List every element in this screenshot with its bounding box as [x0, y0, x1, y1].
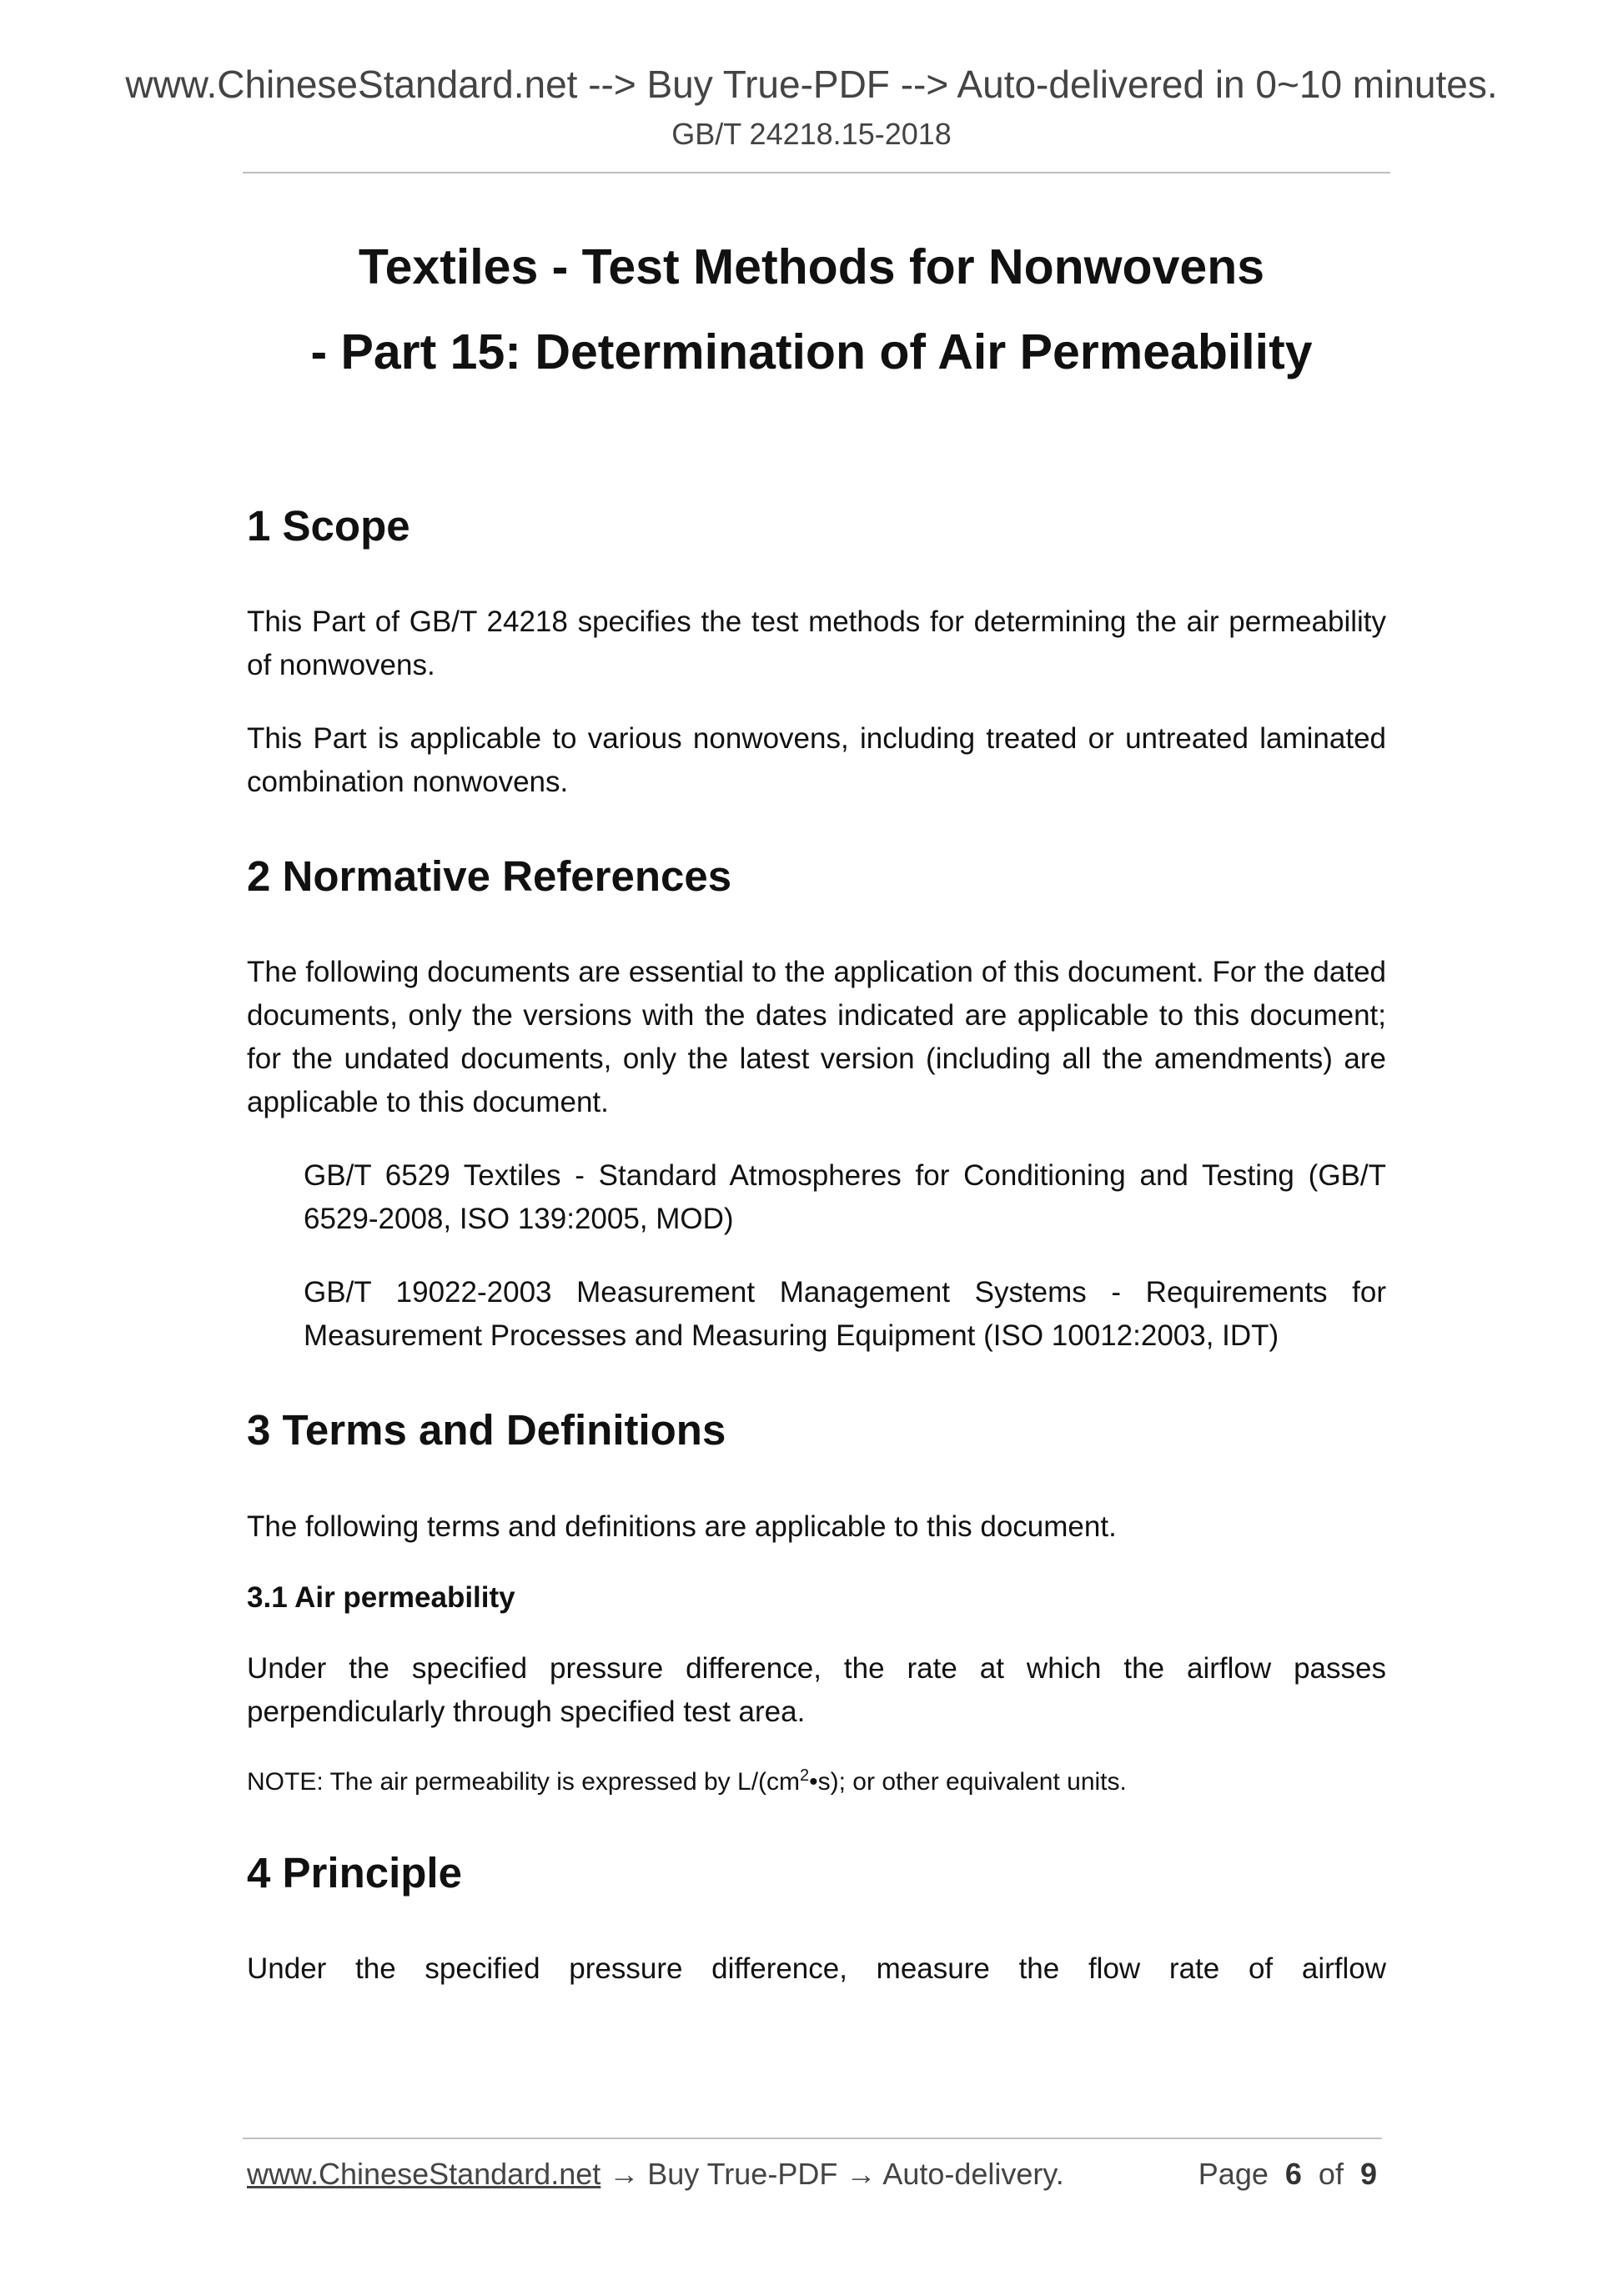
- footer-divider: [243, 2138, 1382, 2139]
- page-of: of: [1318, 2157, 1344, 2191]
- page-total: 9: [1359, 2157, 1377, 2191]
- scope-paragraph-1: This Part of GB/T 24218 specifies the test methods for determining the air permeability of nonwovens.: [247, 605, 1386, 682]
- page-current: 6: [1284, 2157, 1302, 2191]
- note-suffix: •s); or other equivalent units.: [809, 1767, 1127, 1796]
- section-heading-references: 2 Normative References: [247, 852, 732, 901]
- section-heading-principle: 4 Principle: [247, 1848, 462, 1897]
- section-heading-terms: 3 Terms and Definitions: [247, 1406, 726, 1454]
- footer-links: [247, 2157, 1064, 2192]
- footer-site-link[interactable]: www.ChineseStandard.net: [247, 2157, 601, 2191]
- document-title-line1: Textiles - Test Methods for Nonwovens: [358, 239, 1265, 294]
- header-divider: [243, 172, 1390, 173]
- term-definition: Under the specified pressure difference, the rate at which the airflow passes perpendicularly through specified test area.: [247, 1651, 1386, 1728]
- header-banner: www.ChineseStandard.net --> Buy True-PDF --> Auto-delivered in 0~10 minutes.: [125, 63, 1498, 106]
- document-body: [247, 500, 1386, 1991]
- scope-paragraph-2: This Part is applicable to various nonwovens, including treated or untreated laminated combination nonwovens.: [247, 722, 1386, 799]
- reference-item-1: GB/T 6529 Textiles - Standard Atmospheres for Conditioning and Testing (GB/T 6529-2008, ISO 139:2005, MOD): [304, 1159, 1386, 1236]
- terms-paragraph: The following terms and definitions are applicable to this document.: [247, 1510, 1117, 1543]
- note-prefix: NOTE: The air permeability is expressed by L/(cm: [247, 1767, 801, 1796]
- term-heading-air-permeability: 3.1 Air permeability: [247, 1580, 515, 1614]
- document-title-line2: - Part 15: Determination of Air Permeability: [310, 324, 1313, 379]
- page-indicator: [1198, 2157, 1377, 2192]
- section-heading-scope: 1 Scope: [247, 502, 410, 550]
- footer-tagline: → Buy True-PDF → Auto-delivery.: [600, 2157, 1064, 2191]
- term-note: [247, 1764, 1386, 1801]
- references-paragraph: The following documents are essential to the application of this document. For the dated documents, only the versions with the dates indicated are applicable to this document; for the undated documents, only the latest version (including all the amendments) are applicable to this document.: [247, 956, 1386, 1119]
- note-superscript: 2: [800, 1766, 810, 1785]
- page-label: Page: [1198, 2157, 1269, 2191]
- standard-code: GB/T 24218.15-2018: [671, 117, 952, 151]
- reference-item-2: GB/T 19022-2003 Measurement Management Systems - Requirements for Measurement Processes and Measuring Equipment (ISO 10012:2003, IDT): [304, 1276, 1386, 1353]
- principle-paragraph: Under the specified pressure difference, measure the flow rate of airflow: [247, 1952, 1386, 1985]
